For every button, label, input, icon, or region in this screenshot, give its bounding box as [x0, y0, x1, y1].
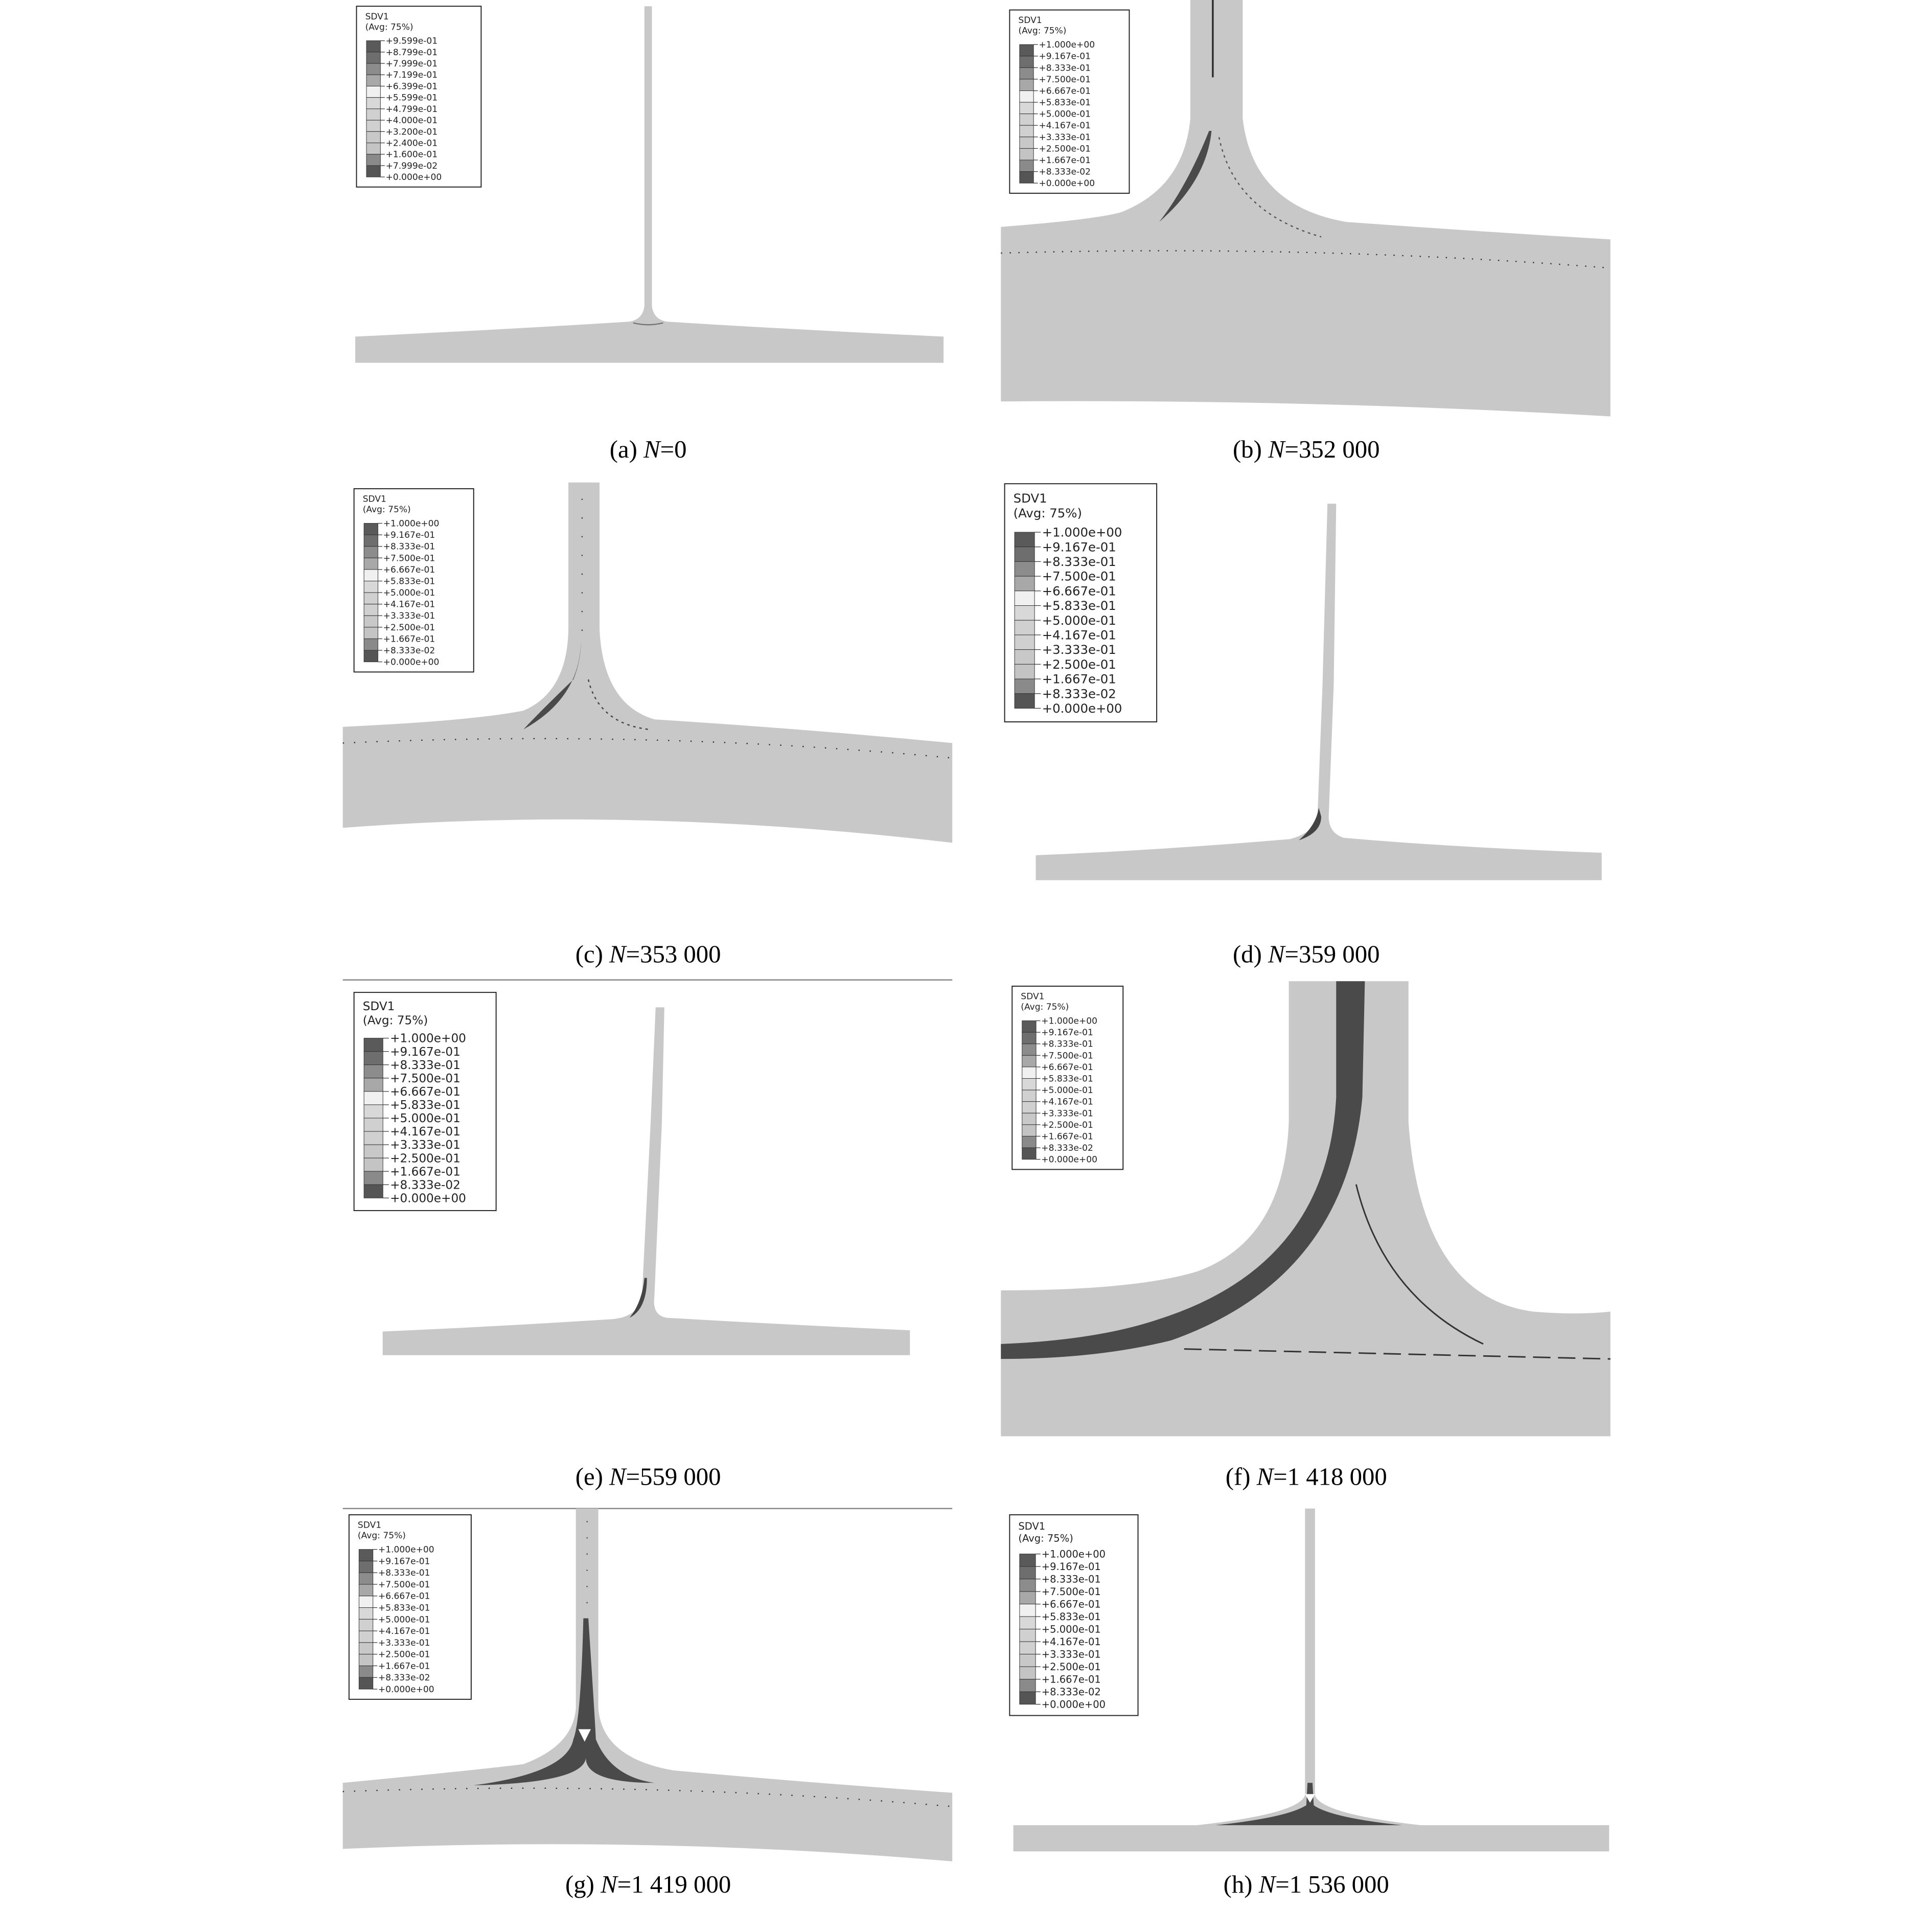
- legend-swatch: [1020, 44, 1033, 56]
- legend-box: [1009, 1515, 1138, 1716]
- legend-title: SDV1: [1021, 991, 1045, 1002]
- legend-swatch: [359, 1561, 373, 1573]
- legend-label: +3.333e-01: [1039, 132, 1091, 143]
- legend-label: +5.833e-01: [1041, 1074, 1093, 1084]
- panel-h: [1009, 1509, 1609, 1852]
- legend-title: SDV1: [1018, 1520, 1046, 1533]
- legend-subtitle: (Avg: 75%): [365, 22, 413, 33]
- legend-swatch: [359, 1608, 373, 1620]
- legend-label: +5.599e-01: [385, 93, 438, 103]
- legend-swatch: [1020, 56, 1033, 68]
- legend-swatch: [359, 1584, 373, 1596]
- legend-title: SDV1: [365, 11, 389, 22]
- legend-label: +9.167e-01: [1042, 539, 1116, 555]
- legend-swatch: [1022, 1090, 1036, 1102]
- legend-swatch: [366, 143, 380, 154]
- legend-label: +9.167e-01: [378, 1556, 430, 1567]
- legend-label: +3.333e-01: [1041, 1108, 1093, 1119]
- legend-label: +1.000e+00: [378, 1544, 434, 1555]
- legend-swatch: [1015, 679, 1034, 694]
- legend-label: +4.167e-01: [1041, 1635, 1101, 1648]
- legend-swatch: [364, 1171, 383, 1185]
- legend-swatch: [1022, 1113, 1036, 1125]
- legend-label: +5.000e-01: [390, 1112, 461, 1126]
- legend-label: +4.000e-01: [385, 116, 438, 126]
- legend-swatch: [359, 1573, 373, 1584]
- legend-label: +6.667e-01: [1041, 1062, 1093, 1073]
- legend-swatch: [1020, 102, 1033, 114]
- legend-swatch: [364, 1038, 383, 1052]
- legend-label: +3.200e-01: [385, 127, 438, 138]
- legend-label: +6.667e-01: [1042, 583, 1116, 599]
- legend-label: +5.833e-01: [378, 1603, 430, 1613]
- legend-label: +8.333e-01: [1041, 1573, 1101, 1585]
- legend-label: +3.333e-01: [383, 611, 435, 622]
- legend-swatch: [359, 1666, 373, 1677]
- legend-box: [1009, 10, 1129, 193]
- legend-swatch: [1015, 664, 1034, 679]
- legend-title: SDV1: [357, 1520, 382, 1531]
- legend-label: +5.000e-01: [1039, 109, 1091, 120]
- legend-label: +9.167e-01: [1041, 1560, 1101, 1573]
- legend-label: +6.667e-01: [1041, 1598, 1101, 1610]
- legend-swatch: [364, 627, 378, 639]
- panel-d: [1005, 484, 1602, 880]
- legend-swatch: [364, 1078, 383, 1092]
- legend-label: +6.667e-01: [378, 1591, 430, 1602]
- legend-swatch: [1015, 606, 1034, 621]
- legend-subtitle: (Avg: 75%): [362, 505, 411, 515]
- legend-label: +8.333e-02: [1041, 1143, 1093, 1154]
- panel-c: [343, 483, 952, 843]
- legend-swatch: [1022, 1032, 1036, 1044]
- legend-label: +2.500e-01: [1041, 1661, 1101, 1673]
- legend-label: +0.000e+00: [1041, 1154, 1097, 1165]
- legend-swatch: [1020, 1642, 1036, 1654]
- legend-swatch: [1015, 620, 1034, 635]
- legend-label: +7.500e-01: [390, 1072, 461, 1085]
- legend-label: +8.333e-01: [378, 1568, 430, 1579]
- legend-label: +8.333e-01: [1042, 554, 1116, 569]
- legend-label: +5.000e-01: [1041, 1623, 1101, 1635]
- legend-swatch: [366, 109, 380, 120]
- legend-label: +2.500e-01: [378, 1649, 430, 1660]
- legend-label: +2.400e-01: [385, 138, 438, 149]
- legend-label: +4.167e-01: [1041, 1097, 1093, 1107]
- legend-swatch: [364, 581, 378, 593]
- legend-label: +5.833e-01: [383, 576, 435, 587]
- legend-label: +4.167e-01: [1039, 121, 1091, 131]
- legend-label: +3.333e-01: [1041, 1648, 1101, 1661]
- legend-swatch: [364, 570, 378, 581]
- legend-label: +4.167e-01: [378, 1626, 430, 1637]
- legend-label: +1.000e+00: [383, 518, 440, 529]
- legend-label: +7.500e-01: [1041, 1585, 1101, 1598]
- legend-swatch: [1022, 1021, 1036, 1033]
- legend-swatch: [1020, 1692, 1036, 1704]
- legend-label: +2.500e-01: [390, 1152, 461, 1166]
- legend-label: +9.167e-01: [1041, 1028, 1093, 1038]
- legend-swatch: [364, 1158, 383, 1171]
- legend-subtitle: (Avg: 75%): [1013, 506, 1082, 521]
- legend-box: [354, 992, 496, 1211]
- legend-swatch: [1020, 172, 1033, 184]
- legend-label: +8.333e-02: [390, 1178, 461, 1192]
- legend-label: +7.999e-01: [385, 59, 438, 70]
- legend-swatch: [1020, 1579, 1036, 1591]
- legend-label: +9.167e-01: [383, 530, 435, 541]
- legend-swatch: [1015, 547, 1034, 562]
- legend-swatch: [1020, 125, 1033, 137]
- legend-label: +7.500e-01: [1041, 1051, 1093, 1061]
- legend-swatch: [1020, 1654, 1036, 1667]
- legend-swatch: [1020, 1629, 1036, 1642]
- legend-label: +8.333e-02: [383, 645, 435, 656]
- legend-swatch: [364, 547, 378, 558]
- legend-label: +1.667e-01: [1042, 671, 1116, 687]
- legend-swatch: [1020, 1591, 1036, 1604]
- legend-swatch: [1022, 1079, 1036, 1090]
- legend-swatch: [366, 98, 380, 109]
- legend-swatch: [359, 1596, 373, 1608]
- legend-label: +4.167e-01: [390, 1125, 461, 1139]
- legend-subtitle: (Avg: 75%): [357, 1531, 406, 1541]
- legend-swatch: [364, 639, 378, 650]
- legend-swatch: [1020, 1667, 1036, 1679]
- legend-swatch: [366, 154, 380, 166]
- legend-label: +6.399e-01: [385, 81, 438, 92]
- legend-swatch: [1020, 67, 1033, 79]
- legend-swatch: [1022, 1102, 1036, 1113]
- legend-swatch: [1015, 694, 1034, 709]
- legend-label: +5.833e-01: [390, 1099, 461, 1112]
- legend-swatch: [1020, 1554, 1036, 1566]
- legend-label: +1.667e-01: [1041, 1673, 1101, 1686]
- legend-swatch: [359, 1654, 373, 1666]
- legend-label: +1.667e-01: [1041, 1131, 1093, 1142]
- legend-label: +2.500e-01: [383, 622, 435, 633]
- legend-label: +8.333e-02: [1041, 1686, 1101, 1698]
- legend-swatch: [1022, 1067, 1036, 1079]
- legend-label: +4.799e-01: [385, 104, 438, 115]
- legend-label: +1.000e+00: [1039, 40, 1095, 51]
- legend-swatch: [364, 1052, 383, 1065]
- legend-label: +5.000e-01: [383, 588, 435, 599]
- legend-swatch: [1015, 650, 1034, 665]
- legend-box: [349, 1515, 471, 1699]
- legend-swatch: [364, 616, 378, 627]
- legend-swatch: [1015, 561, 1034, 576]
- legend-swatch: [1022, 1044, 1036, 1056]
- legend-swatch: [364, 1092, 383, 1105]
- legend-title: SDV1: [1018, 15, 1042, 26]
- legend-swatch: [364, 535, 378, 547]
- legend-label: +4.167e-01: [383, 599, 435, 610]
- legend-label: +5.000e-01: [378, 1615, 430, 1625]
- legend-swatch: [366, 166, 380, 177]
- legend-label: +6.667e-01: [383, 564, 435, 575]
- legend-swatch: [1015, 576, 1034, 591]
- legend-swatch: [366, 63, 380, 75]
- legend-swatch: [1020, 1617, 1036, 1629]
- legend-swatch: [1015, 532, 1034, 547]
- legend-label: +8.333e-02: [1042, 686, 1116, 701]
- legend-swatch: [1020, 79, 1033, 91]
- legend-label: +5.833e-01: [1039, 98, 1091, 108]
- legend-swatch: [364, 604, 378, 616]
- legend-label: +8.333e-01: [383, 541, 435, 552]
- caption-c: (c) N=353 000: [575, 940, 721, 968]
- legend-swatch: [1020, 160, 1033, 172]
- legend-label: +3.333e-01: [1042, 642, 1116, 657]
- legend-swatch: [359, 1677, 373, 1689]
- legend-label: +6.667e-01: [1039, 86, 1091, 97]
- legend-swatch: [366, 52, 380, 63]
- legend-label: +9.167e-01: [390, 1045, 461, 1059]
- legend-label: +7.500e-01: [383, 553, 435, 564]
- legend-swatch: [364, 1118, 383, 1131]
- panel-f: [1001, 981, 1610, 1436]
- legend-subtitle: (Avg: 75%): [1021, 1002, 1069, 1013]
- panel-g: [343, 1509, 952, 1861]
- legend-label: +0.000e+00: [1041, 1698, 1106, 1711]
- legend-swatch: [1020, 1604, 1036, 1617]
- legend-swatch: [1020, 1679, 1036, 1692]
- legend-label: +0.000e+00: [383, 657, 440, 668]
- legend-swatch: [364, 1185, 383, 1198]
- legend-swatch: [364, 524, 378, 535]
- legend-label: +0.000e+00: [390, 1192, 466, 1206]
- legend-subtitle: (Avg: 75%): [1018, 1532, 1073, 1544]
- legend-swatch: [1022, 1136, 1036, 1148]
- legend-label: +7.999e-02: [385, 161, 438, 171]
- legend-label: +1.667e-01: [378, 1661, 430, 1672]
- legend-swatch: [1020, 137, 1033, 149]
- legend-swatch: [359, 1631, 373, 1643]
- legend-swatch: [359, 1550, 373, 1561]
- panel-b: [1001, 0, 1610, 417]
- legend-box: [357, 6, 481, 187]
- legend-label: +7.199e-01: [385, 70, 438, 81]
- legend-label: +3.333e-01: [378, 1638, 430, 1648]
- caption-b: (b) N=352 000: [1232, 435, 1380, 463]
- legend-swatch: [366, 120, 380, 131]
- legend-box: [1005, 484, 1157, 722]
- legend-swatch: [364, 593, 378, 604]
- legend-swatch: [1022, 1148, 1036, 1159]
- legend-swatch: [364, 650, 378, 662]
- legend-label: +9.599e-01: [385, 36, 438, 47]
- legend-title: SDV1: [362, 999, 395, 1013]
- caption-d: (d) N=359 000: [1232, 940, 1380, 968]
- caption-a: (a) N=0: [609, 435, 687, 463]
- legend-label: +1.667e-01: [390, 1165, 461, 1179]
- legend-swatch: [366, 75, 380, 86]
- legend-swatch: [1015, 635, 1034, 650]
- legend-label: +2.500e-01: [1041, 1120, 1093, 1130]
- legend-box: [354, 489, 474, 672]
- legend-label: +9.167e-01: [1039, 51, 1091, 62]
- legend-label: +7.500e-01: [378, 1579, 430, 1590]
- legend-label: +2.500e-01: [1042, 656, 1116, 672]
- legend-label: +7.500e-01: [1042, 569, 1116, 584]
- legend-label: +5.000e-01: [1042, 612, 1116, 628]
- legend-swatch: [1020, 148, 1033, 160]
- legend-swatch: [1022, 1055, 1036, 1067]
- legend-label: +3.333e-01: [390, 1139, 461, 1152]
- legend-label: +5.833e-01: [1041, 1610, 1101, 1623]
- legend-subtitle: (Avg: 75%): [1018, 26, 1067, 36]
- legend-label: +5.000e-01: [1041, 1085, 1093, 1096]
- legend-label: +8.333e-02: [1039, 167, 1091, 177]
- legend-box: [1012, 986, 1123, 1169]
- legend-label: +0.000e+00: [378, 1684, 434, 1695]
- legend-swatch: [1020, 114, 1033, 126]
- legend-label: +0.000e+00: [385, 172, 442, 183]
- legend-swatch: [364, 1131, 383, 1145]
- legend-label: +8.333e-01: [1039, 63, 1091, 74]
- legend-swatch: [1022, 1125, 1036, 1136]
- legend-swatch: [366, 86, 380, 97]
- legend-label: +0.000e+00: [1039, 178, 1095, 189]
- legend-swatch: [1015, 591, 1034, 606]
- legend-swatch: [364, 1105, 383, 1118]
- legend-title: SDV1: [1013, 490, 1047, 506]
- legend-label: +8.333e-01: [1041, 1039, 1093, 1050]
- legend-label: +1.000e+00: [1041, 1016, 1097, 1027]
- legend-label: +8.333e-02: [378, 1673, 430, 1684]
- legend-label: +2.500e-01: [1039, 144, 1091, 154]
- legend-label: +1.667e-01: [1039, 155, 1091, 166]
- panel-e: [354, 992, 910, 1355]
- legend-title: SDV1: [362, 494, 386, 505]
- legend-swatch: [364, 1145, 383, 1158]
- legend-label: +1.000e+00: [1041, 1548, 1106, 1560]
- legend-swatch: [359, 1643, 373, 1654]
- legend-subtitle: (Avg: 75%): [362, 1014, 428, 1028]
- legend-label: +5.833e-01: [1042, 598, 1116, 613]
- legend-label: +0.000e+00: [1042, 700, 1122, 716]
- legend-swatch: [1020, 1566, 1036, 1579]
- legend-label: +8.333e-01: [390, 1058, 461, 1072]
- legend-swatch: [1020, 90, 1033, 102]
- legend-swatch: [359, 1619, 373, 1631]
- caption-e: (e) N=559 000: [575, 1463, 721, 1491]
- caption-f: (f) N=1 418 000: [1225, 1463, 1387, 1491]
- legend-label: +1.000e+00: [390, 1032, 466, 1045]
- legend-label: +4.167e-01: [1042, 627, 1116, 643]
- legend-label: +1.000e+00: [1042, 525, 1122, 540]
- legend-swatch: [366, 41, 380, 52]
- caption-h: (h) N=1 536 000: [1223, 1870, 1389, 1898]
- legend-swatch: [366, 131, 380, 143]
- legend-label: +8.799e-01: [385, 47, 438, 58]
- legend-label: +6.667e-01: [390, 1085, 461, 1099]
- legend-label: +1.600e-01: [385, 149, 438, 160]
- panel-a: [355, 6, 944, 362]
- legend-swatch: [364, 558, 378, 570]
- legend-label: +1.667e-01: [383, 634, 435, 645]
- legend-label: +7.500e-01: [1039, 74, 1091, 85]
- caption-g: (g) N=1 419 000: [565, 1870, 731, 1898]
- legend-swatch: [364, 1065, 383, 1078]
